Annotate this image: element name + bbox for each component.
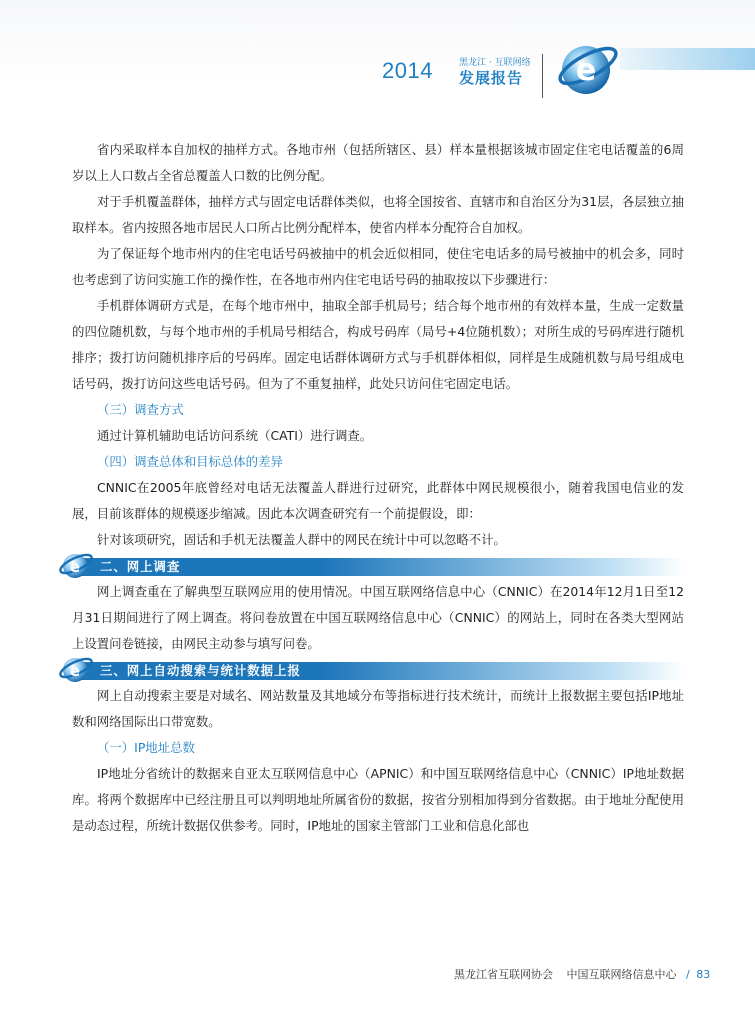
section-heading-bar [69, 553, 684, 579]
footer-org-cnnic: 中国互联网络信息中心 [566, 968, 677, 981]
paragraph: IP地址分省统计的数据来自亚太互联网信息中心（APNIC）和中国互联网络信息中心（CNNIC）IP地址数据库。将两个数据库中已经注册且可以判明地址所属省份的数据，按省分别相加得到分省数据。由于地址分配使用是动态过程，所统计数据仅供参考。同时，IP地址的国家主管部门工业和信息化部也 [72, 766, 684, 833]
header-band [0, 0, 755, 86]
section-e-logo-icon [59, 654, 95, 688]
subsection-heading: （一）IP地址总数 [97, 740, 195, 755]
report-org-line: 黑龙江 · 互联网络 [459, 58, 531, 68]
paragraph: 通过计算机辅助电话访问系统（CATI）进行调查。 [97, 428, 373, 443]
paragraph: 对于手机覆盖群体，抽样方式与固定电话群体类似，也将全国按省、直辖市和自治区分为31层，各层独立抽取样本。省内按照各地市居民人口所占比例分配样本，使省内样本分配符合自加权。 [72, 194, 684, 235]
section-heading-text: 二、网上调查 [100, 559, 181, 574]
header-accent-strip [620, 48, 755, 70]
paragraph: 针对该项研究，固话和手机无法覆盖人群中的网民在统计中可以忽略不计。 [97, 532, 506, 547]
paragraph: CNNIC在2005年底曾经对电话无法覆盖人群进行过研究，此群体中网民规模很小，随着我国电信业的发展，目前该群体的规模逐步缩减。因此本次调查研究有一个前提假设，即： [72, 480, 684, 521]
svg-text:e: e [69, 558, 81, 576]
svg-text:e: e [575, 53, 597, 88]
page-footer [454, 966, 710, 982]
internet-e-logo-icon [556, 40, 620, 102]
report-title: 发展报告 [459, 69, 524, 87]
section-heading-text: 三、网上自动搜索与统计数据上报 [100, 663, 301, 678]
section-heading-bar [69, 657, 684, 683]
paragraph: 网上调查重在了解典型互联网应用的使用情况。中国互联网络信息中心（CNNIC）在2014年12月1日至12月31日期间进行了网上调查。将问卷放置在中国互联网络信息中心（CNNIC）的网站上，同时在各类大型网站上设置问卷链接，由网民主动参与填写问卷。 [72, 584, 684, 651]
document-body [69, 137, 684, 839]
paragraph: 手机群体调研方式是，在每个地市州中，抽取全部手机局号；结合每个地市州的有效样本量，生成一定数量的四位随机数，与每个地市州的手机局号相结合，构成号码库（局号+4位随机数）；对所生成的号码库进行随机排序；拨打访问随机排序后的号码库。固定电话群体调研方式与手机群体相似，同样是生成随机数与局号组成电话号码，拨打访问这些电话号码。但为了不重复抽样，此处只访问住宅固定电话。 [72, 298, 684, 391]
paragraph: 省内采取样本自加权的抽样方式。各地市州（包括所辖区、县）样本量根据该城市固定住宅电话覆盖的6周岁以上人口数占全省总覆盖人口数的比例分配。 [72, 142, 684, 183]
footer-org-heilongjiang: 黑龙江省互联网协会 [454, 968, 553, 981]
header-divider [542, 54, 543, 98]
svg-text:e: e [69, 662, 81, 680]
page-number: 83 [696, 968, 711, 981]
section-e-logo-icon [59, 550, 95, 584]
footer-separator: / [686, 968, 690, 981]
paragraph: 网上自动搜索主要是对域名、网站数量及其地域分布等指标进行技术统计，而统计上报数据主要包括IP地址数和网络国际出口带宽数。 [72, 688, 684, 729]
paragraph: 为了保证每个地市州内的住宅电话号码被抽中的机会近似相同，使住宅电话多的局号被抽中的机会多，同时也考虑到了访问实施工作的操作性，在各地市州内住宅电话号码的抽取按以下步骤进行： [72, 246, 684, 287]
subsection-heading: （三）调查方式 [97, 402, 184, 417]
subsection-heading: （四）调查总体和目标总体的差异 [97, 454, 283, 469]
report-year: 2014 [382, 58, 433, 83]
